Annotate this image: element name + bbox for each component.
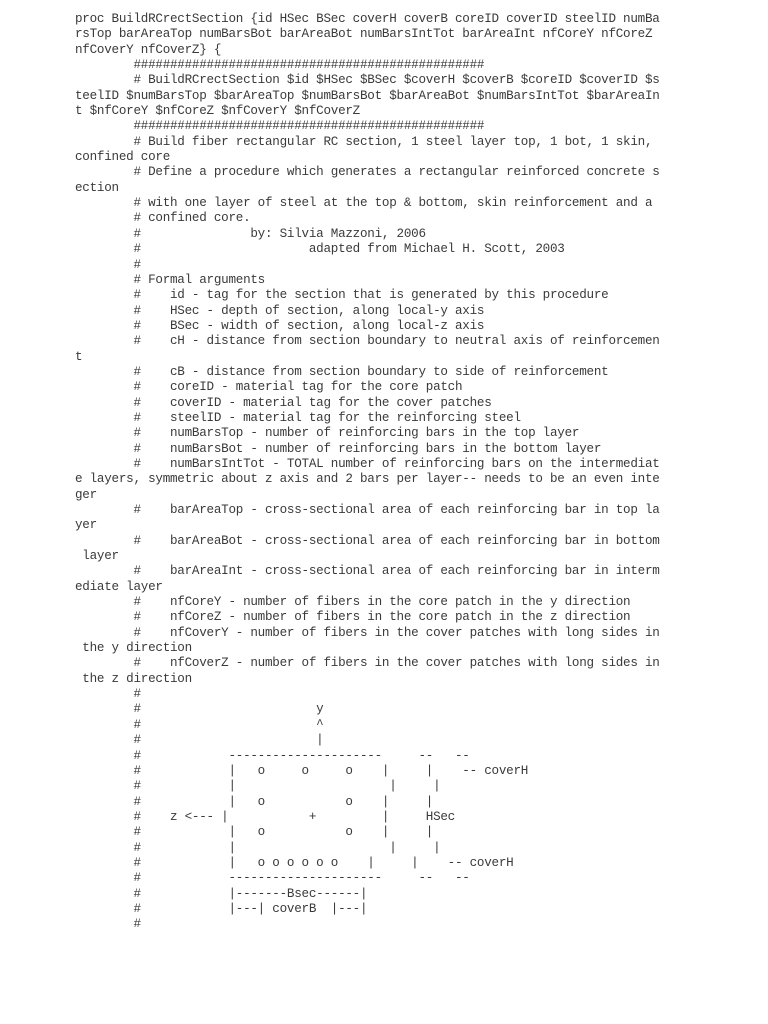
code-line: ################################################ bbox=[75, 58, 485, 73]
code-line: # --------------------- -- -- bbox=[75, 871, 470, 886]
code-line: the y direction bbox=[75, 641, 192, 656]
code-line: yer bbox=[75, 518, 97, 533]
code-line: # coverID - material tag for the cover patches bbox=[75, 395, 492, 410]
code-line: nfCoverY nfCoverZ} { bbox=[75, 42, 222, 57]
code-line: the z direction bbox=[75, 671, 192, 686]
code-line: # nfCoverZ - number of fibers in the cover patches with long sides in bbox=[75, 656, 660, 671]
code-line: # barAreaTop - cross-sectional area of each reinforcing bar in top la bbox=[75, 503, 660, 517]
code-line: # coreID - material tag for the core patch bbox=[75, 380, 463, 395]
code-line: ################################################ bbox=[75, 119, 485, 134]
code-line: # nfCoreZ - number of fibers in the core patch in the z direction bbox=[75, 610, 631, 625]
code-line: # | o o o o o o | | -- coverH bbox=[75, 855, 514, 870]
code-line: t $nfCoreY $nfCoreZ $nfCoverY $nfCoverZ bbox=[75, 104, 360, 119]
code-line: # numBarsTop - number of reinforcing bars in the top layer bbox=[75, 426, 580, 441]
code-line: # | | | bbox=[75, 840, 441, 855]
code-line: # BSec - width of section, along local-z axis bbox=[75, 318, 485, 333]
code-line: # Formal arguments bbox=[75, 272, 265, 287]
code-line: # Define a procedure which generates a rectangular reinforced concrete s bbox=[75, 165, 660, 180]
code-line: # bbox=[75, 257, 141, 272]
code-line: # |-------Bsec------| bbox=[75, 886, 368, 901]
document-page bbox=[75, 12, 675, 933]
code-line: # nfCoreY - number of fibers in the core patch in the y direction bbox=[75, 595, 631, 610]
code-line: ger bbox=[75, 487, 97, 502]
code-line: e layers, symmetric about z axis and 2 bars per layer-- needs to be an even inte bbox=[75, 472, 660, 487]
code-line: teelID $numBarsTop $barAreaTop $numBarsBot $barAreaBot $numBarsIntTot $barAreaIn bbox=[75, 88, 660, 103]
code-line: # | o o o | | -- coverH bbox=[75, 763, 529, 778]
code-line: # steelID - material tag for the reinforcing steel bbox=[75, 410, 521, 425]
code-line: # numBarsBot - number of reinforcing bars in the bottom layer bbox=[75, 441, 602, 456]
code-line: # with one layer of steel at the top & bottom, skin reinforcement and a bbox=[75, 196, 653, 211]
code-line: # barAreaBot - cross-sectional area of each reinforcing bar in bottom bbox=[75, 533, 660, 548]
code-line: # ^ bbox=[75, 717, 324, 732]
code-line: layer bbox=[75, 549, 119, 564]
code-line: # | | | bbox=[75, 779, 441, 794]
code-line: # BuildRCrectSection $id $HSec $BSec $coverH $coverB $coreID $coverID $s bbox=[75, 73, 660, 88]
code-line: # barAreaInt - cross-sectional area of each reinforcing bar in interm bbox=[75, 564, 660, 579]
code-line: ediate layer bbox=[75, 579, 163, 594]
code-line: # bbox=[75, 917, 141, 932]
code-line: # | o o | | bbox=[75, 794, 434, 809]
code-line: # y bbox=[75, 702, 324, 717]
code-line: proc BuildRCrectSection {id HSec BSec coverH coverB coreID coverID steelID numBa bbox=[75, 12, 660, 26]
code-line: t bbox=[75, 349, 83, 364]
code-line: # adapted from Michael H. Scott, 2003 bbox=[75, 242, 565, 257]
code-line: confined core bbox=[75, 150, 170, 165]
code-line: # --------------------- -- -- bbox=[75, 748, 470, 763]
code-line: # | o o | | bbox=[75, 825, 434, 840]
code-line: # Build fiber rectangular RC section, 1 steel layer top, 1 bot, 1 skin, bbox=[75, 134, 653, 149]
code-line: # cH - distance from section boundary to neutral axis of reinforcemen bbox=[75, 334, 660, 349]
code-line: # z <--- | + | HSec bbox=[75, 809, 455, 824]
code-line: # bbox=[75, 687, 141, 702]
code-line: # by: Silvia Mazzoni, 2006 bbox=[75, 226, 426, 241]
code-line: # numBarsIntTot - TOTAL number of reinforcing bars on the intermediat bbox=[75, 456, 660, 471]
code-line: # cB - distance from section boundary to side of reinforcement bbox=[75, 364, 609, 379]
code-line: # HSec - depth of section, along local-y axis bbox=[75, 303, 485, 318]
code-line: # nfCoverY - number of fibers in the cover patches with long sides in bbox=[75, 625, 660, 640]
code-line: # |---| coverB |---| bbox=[75, 901, 368, 916]
code-line: # confined core. bbox=[75, 211, 251, 226]
code-line: ection bbox=[75, 180, 119, 195]
code-line: rsTop barAreaTop numBarsBot barAreaBot numBarsIntTot barAreaInt nfCoreY nfCoreZ bbox=[75, 27, 653, 42]
code-line: # id - tag for the section that is generated by this procedure bbox=[75, 288, 609, 303]
code-line: # | bbox=[75, 733, 324, 748]
